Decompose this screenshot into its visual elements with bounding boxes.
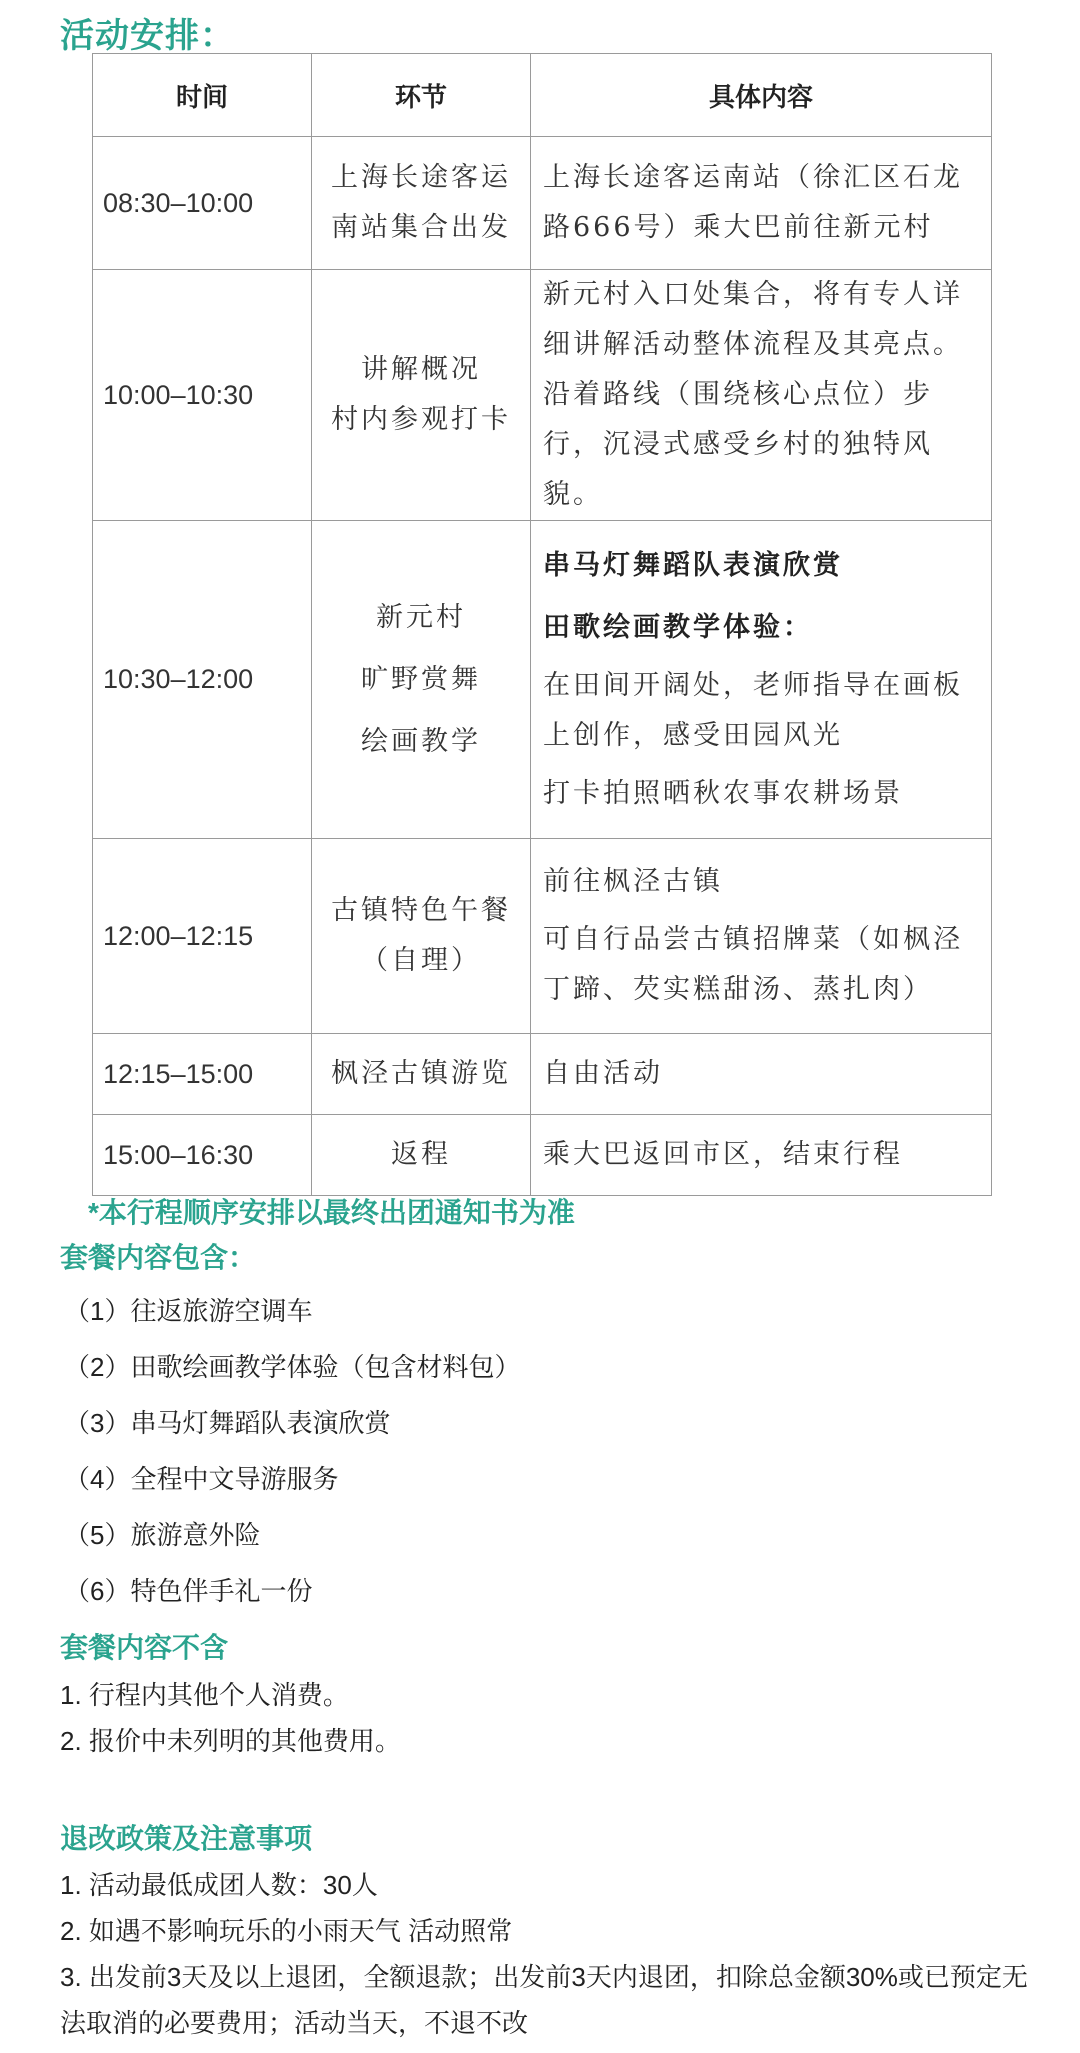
detail-text: 打卡拍照晒秋农事农耕场景: [543, 777, 903, 809]
detail-text: 自由活动: [543, 1058, 663, 1089]
excluded-list: [60, 1672, 401, 1764]
step-cell: [312, 270, 531, 521]
table-header-row: [93, 54, 992, 137]
step-line: 返程: [391, 1139, 451, 1170]
detail-text: 新元村入口处集合，将有专人详细讲解活动整体流程及其亮点。沿着路线（围绕核心点位）步行，沉浸式感受乡村的独特风貌。: [543, 279, 963, 510]
step-line: （自理）: [361, 945, 481, 976]
detail-text: 可自行品尝古镇招牌菜（如枫泾丁蹄、芡实糕甜汤、蒸扎肉）: [543, 924, 963, 1005]
detail-cell: [531, 521, 992, 839]
step-line: 上海长途客运: [331, 162, 511, 193]
detail-text: 田歌绘画教学体验：: [543, 611, 813, 643]
step-cell: [312, 1034, 531, 1115]
time-cell: 10:30–12:00: [93, 521, 312, 839]
step-line: 枫泾古镇游览: [331, 1058, 511, 1089]
step-line: 新元村: [376, 601, 466, 633]
header-time: 时间: [93, 54, 312, 137]
included-title: 套餐内容包含：: [60, 1242, 257, 1273]
detail-text: 串马灯舞蹈队表演欣赏: [543, 549, 843, 581]
time-cell: 12:00–12:15: [93, 839, 312, 1034]
list-item: （1）往返旅游空调车: [64, 1296, 313, 1326]
schedule-table: [92, 53, 992, 1196]
table-row: [93, 1115, 992, 1196]
step-line: 旷野赏舞: [361, 663, 481, 695]
list-item: 3. 出发前3天及以上退团，全额退款；出发前3天内退团，扣除总金额30%或已预定无: [60, 1962, 1028, 1992]
detail-cell: [531, 1034, 992, 1115]
list-item: （3）串马灯舞蹈队表演欣赏: [64, 1408, 391, 1438]
detail-text: 在田间开阔处，老师指导在画板上创作，感受田园风光: [543, 669, 963, 751]
step-line: 村内参观打卡: [331, 404, 511, 435]
list-item: （5）旅游意外险: [64, 1520, 261, 1550]
list-item: 法取消的必要费用；活动当天，不退不改: [60, 2008, 529, 2038]
detail-text: 上海长途客运南站（徐汇区石龙路666号）乘大巴前往新元村: [543, 162, 963, 243]
detail-cell: [531, 270, 992, 521]
table-row: [93, 521, 992, 839]
list-item: 2. 如遇不影响玩乐的小雨天气 活动照常: [60, 1916, 513, 1946]
itinerary-note: *本行程顺序安排以最终出团通知书为准: [88, 1197, 575, 1228]
list-item: 1. 行程内其他个人消费。: [60, 1680, 349, 1710]
table-row: [93, 1034, 992, 1115]
step-cell: [312, 137, 531, 270]
step-cell: [312, 521, 531, 839]
detail-cell: [531, 137, 992, 270]
detail-cell: [531, 1115, 992, 1196]
detail-text: 乘大巴返回市区，结束行程: [543, 1139, 903, 1170]
time-cell: 15:00–16:30: [93, 1115, 312, 1196]
step-line: 讲解概况: [361, 354, 481, 385]
step-line: 古镇特色午餐: [331, 895, 511, 926]
detail-text: 前往枫泾古镇: [543, 866, 723, 897]
table-row: [93, 839, 992, 1034]
header-step: 环节: [312, 54, 531, 137]
detail-cell: [531, 839, 992, 1034]
table-row: [93, 270, 992, 521]
list-item: （6）特色伴手礼一份: [64, 1576, 313, 1606]
list-item: （4）全程中文导游服务: [64, 1464, 339, 1494]
time-cell: 08:30–10:00: [93, 137, 312, 270]
table-row: [93, 137, 992, 270]
policy-list: [60, 1862, 1028, 2046]
list-item: 1. 活动最低成团人数：30人: [60, 1870, 378, 1900]
policy-title: 退改政策及注意事项: [60, 1823, 313, 1854]
time-cell: 12:15–15:00: [93, 1034, 312, 1115]
excluded-title: 套餐内容不含: [60, 1632, 229, 1663]
time-cell: 10:00–10:30: [93, 270, 312, 521]
included-list: [64, 1283, 520, 1619]
section-title: 活动安排：: [60, 17, 235, 55]
step-cell: [312, 1115, 531, 1196]
step-line: 绘画教学: [361, 725, 481, 757]
list-item: 2. 报价中未列明的其他费用。: [60, 1726, 401, 1756]
step-line: 南站集合出发: [331, 212, 511, 243]
step-cell: [312, 839, 531, 1034]
list-item: （2）田歌绘画教学体验（包含材料包）: [64, 1352, 521, 1382]
header-detail: 具体内容: [531, 54, 992, 137]
